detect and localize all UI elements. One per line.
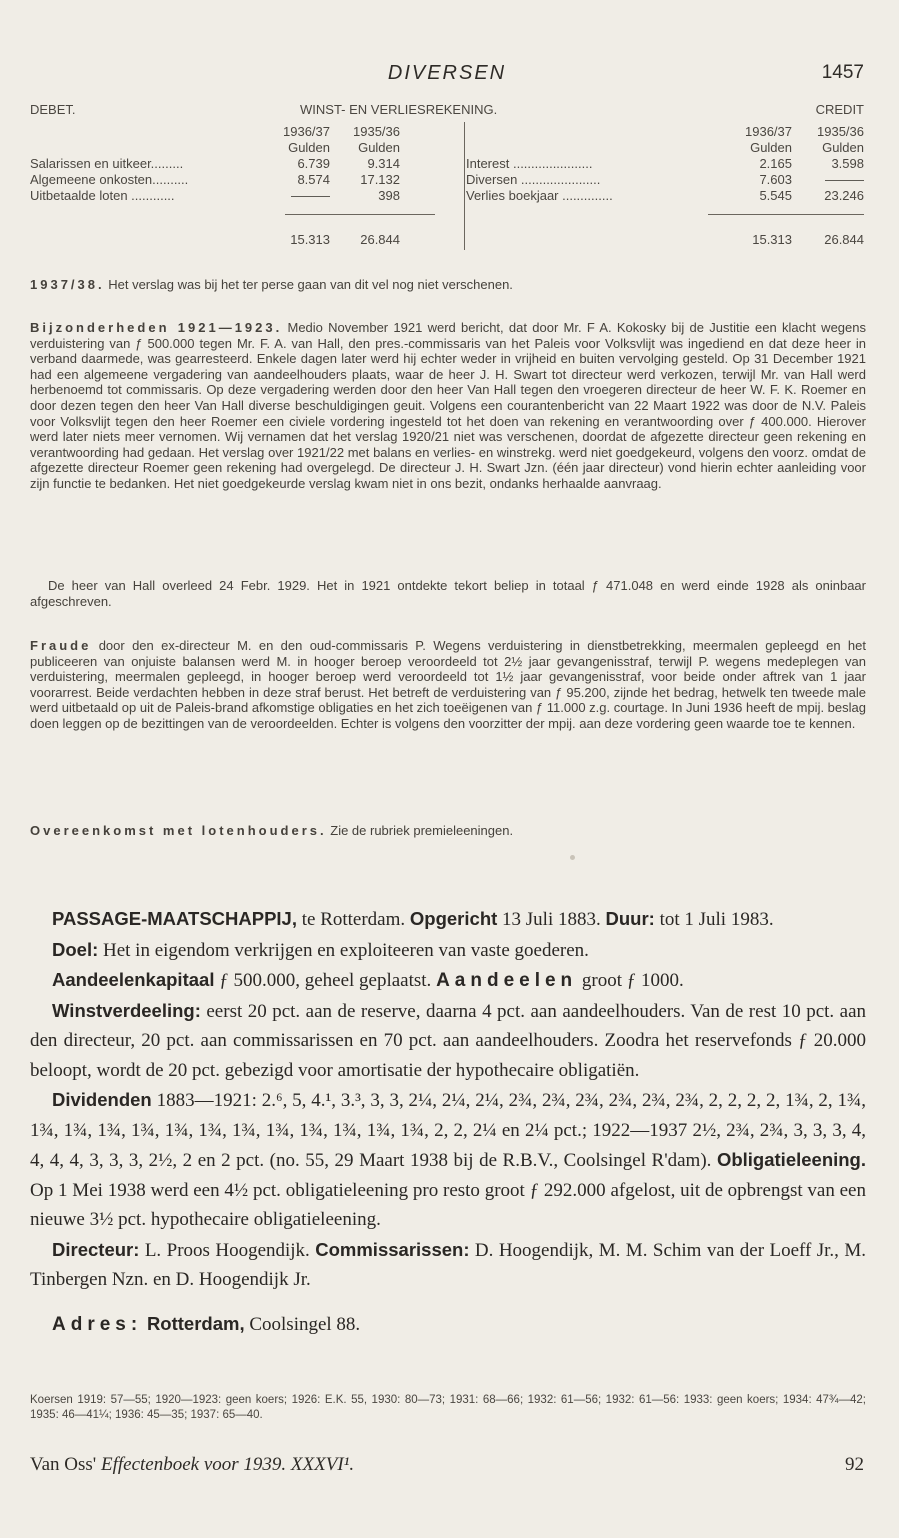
fraude-paragraph [30,638,866,732]
debet-label: DEBET. [30,102,76,117]
credit-row-label: Verlies boekjaar .............. [466,188,613,203]
company-name: PASSAGE-MAATSCHAPPIJ, [52,908,297,929]
kapitaal-line [30,965,866,996]
dividenden-paragraph [30,1085,866,1235]
debit-row-label: Salarissen en uitkeer......... [30,156,184,171]
opgericht-label: Opgericht [409,908,498,929]
commissarissen-label: Commissarissen: [315,1238,470,1260]
company-place: te Rotterdam. [301,909,406,930]
adres-label: Adres: [52,1313,143,1335]
total-value: 15.313 [752,232,792,247]
company-entry [30,904,866,1339]
aandeelen-label: Aandeelen [436,970,578,991]
fraude-label: Fraude [30,638,92,653]
year-header: 1935/36 [817,124,864,139]
credit-row-label: Diversen ...................... [466,172,601,187]
unit-header: Gulden [358,140,400,155]
doel-value: Het in eigendom verkrijgen en exploiteeren van vaste goederen. [103,939,589,961]
bijzonderheden-text: Medio November 1921 werd bericht, dat door Mr. F A. Kokosky bij de Justitie een klacht wegens verduistering van ƒ 500.000 tegen Mr. F. A. van Hall, den pres.-commissaris van het Paleis voor Volksvlijt was ingediend en dat deze heer in verband daarmede, was gearresteerd. Enkele dagen later werd hij echter weder in vrijheid en buiten vervolging gesteld. Op 31 December 1921 had een algemeene vergadering van aandeelhouders plaats, waar de heer J. H. Swart tot directeur werd verkozen, terwijl Mr. van Hall werd herbenoemd tot commissaris. Op deze vergadering werden door den heer Van Hall tegen den vroegeren directeur de heer W. F. K. Roemer en door dezen tegen den heer Van Hall diverse beschuldigingen geuit. Volgens een courantenbericht van 22 Maart 1922 was door de N.V. Paleis voor Volksvlijt tegen den heer Roemer een civiele vordering ingesteld tot het doen van rekening en verantwoording over ƒ 400.000. Hierover werd later niets meer vernomen. Wij vernamen dat het verslag 1920/21 niet was verschenen, doordat de afgezette directeur geen rekening en verantwoording had gedaan. Het verslag over 1921/22 met balans en verlies- en winstrekg. werd niet goedgekeurd, volgens den voorz. omdat de afgezette directeur Roemer geen rekening had overgelegd. De directeur J. H. Swart Jzn. (één jaar directeur) vond hierin echter aanleiding voor zijn functie te bedanken. Het niet goedgekeurde verslag kwam niet in ons bezit, ondanks herhaalde aanvraag. [30,320,866,491]
debit-value: 398 [378,188,400,203]
footer-publication [30,1454,354,1476]
section-title: DIVERSEN [387,62,507,84]
credit-value: 2.165 [759,156,792,171]
winst-value: eerst 20 pct. aan de reserve, daarna 4 pct. aan aandeelhouders. Van de rest 10 pct. aan den directeur, 20 pct. aan commissarissen en 70 pct. aan aandeelhouders. Zoodra het reservefonds ƒ 20.000 beloopt, wordt de 20 pct. gebezigd voor amortisatie der hypothecaire obligatiën. [30,1000,867,1081]
debit-row-label: Algemeene onkosten.......... [30,172,189,187]
unit-header: Gulden [822,140,864,155]
debit-row-label: Uitbetaalde loten ............ [30,188,175,203]
credit-label: CREDIT [815,102,864,117]
adres-city: Rotterdam, [146,1312,245,1334]
koersen-line: Koersen 1919: 57—55; 1920—1923: geen koers; 1926: E.K. 55, 1930: 80—73; 1931: 68—66; 1932: 61—56; 1932: 61—56: 1933: geen koers; 1934: 47¾—42; 1935: 46—41¼; 1936: 45—35; 1937: 65—40. [30,1394,866,1421]
total-value: 15.313 [290,232,330,247]
year-header: 1936/37 [745,124,792,139]
column-divider [464,122,465,250]
adres-value: Coolsingel 88. [249,1313,361,1335]
page-number: 1457 [821,62,864,83]
directeur-value: L. Proos Hoogendijk. [144,1239,310,1261]
account-title: WINST- EN VERLIESREKENING. [300,102,498,117]
unit-header: Gulden [750,140,792,155]
page-header [30,62,864,92]
aandeelen-value: groot ƒ 1000. [581,970,684,991]
debit-value: ——— [291,188,330,203]
credit-value: ——— [825,172,864,187]
dividenden-value: 1883—1921: 2.⁶, 5, 4.¹, 3.³, 3, 3, 2¼, 2¼, 2¼, 2¾, 2¾, 2¾, 2¾, 2¾, 2¾, 2, 2, 2, 2, 1¾, 2, 1¾, 1¾, 1¾, 1¾, 1¾, 1¾, 1¾, 1¾, 1¾, 1¾, 1¾, 1¾, 1¾, 2, 2, 2¼ en 2¼ pct.; 1922—1937 2½, 2¾, 2¾, 3, 3, 3, 4, 4, 4, 4, 3, 3, 3, 2½, 2 en 2 pct. (no. 55, 29 Maart 1938 bij de R.B.V., Coolsingel R'dam). [30,1090,867,1171]
winst-paragraph [30,996,866,1086]
debit-value: 6.739 [297,156,330,171]
unit-header: Gulden [288,140,330,155]
obligatie-value: Op 1 Mei 1938 werd een 4½ pct. obligatieleening pro resto groot ƒ 292.000 afgelost, uit de opbrengst van een nieuwe 3½ pct. hypothecaire obligatieleening. [30,1179,866,1230]
dividenden-label: Dividenden [52,1089,152,1110]
fraude-text: door den ex-directeur M. en den oud-commissaris P. Wegens verduistering in dienstbetrekking, meermalen gepleegd en het publiceeren van onjuiste balansen werd M. in hooger beroep veroordeeld tot 2½ jaar gevangenisstraf, terwijl P. wegens medeplegen van verduistering, meermalen gepleegd, in hooger beroep werd veroordeeld tot 1½ jaar gevangenisstraf, voor beide onder aftrek van 1 jaar voorarrest. Beide verdachten hebben in deze straf berust. Het betreft de verduistering van ƒ 95.200, zijnde het bedrag, hetwelk ten tweede male werd uitbetaald op uit de Paleis-brand afkomstige obligaties en het zich toeëigenen van ƒ 11.000 z.g. courtage. In Juni 1936 heeft de mpij. beslag doen leggen op de bezittingen van de veroordeelden. Echter is volgens den voorzitter der mpij. aan deze vordering geen waarde toe te kennen. [30,638,866,731]
note-label: 1937/38. [30,277,105,292]
kapitaal-label: Aandeelenkapitaal [52,969,215,990]
footer-book-title: Effectenboek voor 1939. XXXVI¹. [100,1454,355,1475]
credit-value: 5.545 [759,188,792,203]
company-heading [30,904,866,935]
overeenkomst-text: Zie de rubriek premieleeningen. [330,823,514,838]
note-1937-38 [30,277,866,293]
separator-dot [570,855,575,860]
year-header: 1936/37 [283,124,330,139]
management-paragraph [30,1235,866,1295]
bijzonderheden-label: Bijzonderheden 1921—1923. [30,320,283,335]
total-rule [285,214,435,215]
winst-label: Winstverdeeling: [52,999,201,1021]
bijzonderheden-paragraph-2: De heer van Hall overleed 24 Febr. 1929. Het in 1921 ontdekte tekort beliep in totaal ƒ 471.048 en werd einde 1928 als oninbaar afgeschreven. [30,578,866,609]
adres-line [30,1309,866,1340]
overeenkomst-label: Overeenkomst met lotenhouders. [30,823,327,838]
debit-value: 8.574 [297,172,330,187]
credit-value: 23.246 [824,188,864,203]
duur-value: tot 1 Juli 1983. [659,909,774,930]
year-header: 1935/36 [353,124,400,139]
footer-publisher: Van Oss' [30,1454,97,1475]
total-value: 26.844 [360,232,400,247]
overeenkomst-paragraph [30,823,866,839]
total-rule [708,214,864,215]
credit-value: 3.598 [831,156,864,171]
debit-value: 9.314 [367,156,400,171]
doel-line [30,935,866,966]
credit-value: 7.603 [759,172,792,187]
kapitaal-value: ƒ 500.000, geheel geplaatst. [219,970,432,991]
opgericht-value: 13 Juli 1883. [502,909,601,930]
debit-value: 17.132 [360,172,400,187]
note-text: Het verslag was bij het ter perse gaan van dit vel nog niet verschenen. [108,277,513,292]
total-value: 26.844 [824,232,864,247]
duur-label: Duur: [605,908,655,929]
directeur-label: Directeur: [52,1238,140,1260]
credit-row-label: Interest ...................... [466,156,593,171]
footer-page-number: 92 [845,1454,864,1475]
bijzonderheden-paragraph [30,320,866,492]
obligatie-label: Obligatieleening. [716,1149,867,1170]
doel-label: Doel: [52,938,99,960]
commissarissen-value: D. Hoogendijk, M. M. Schim van der Loeff Jr., M. Tinbergen Nzn. en D. Hoogendijk Jr. [30,1239,866,1290]
